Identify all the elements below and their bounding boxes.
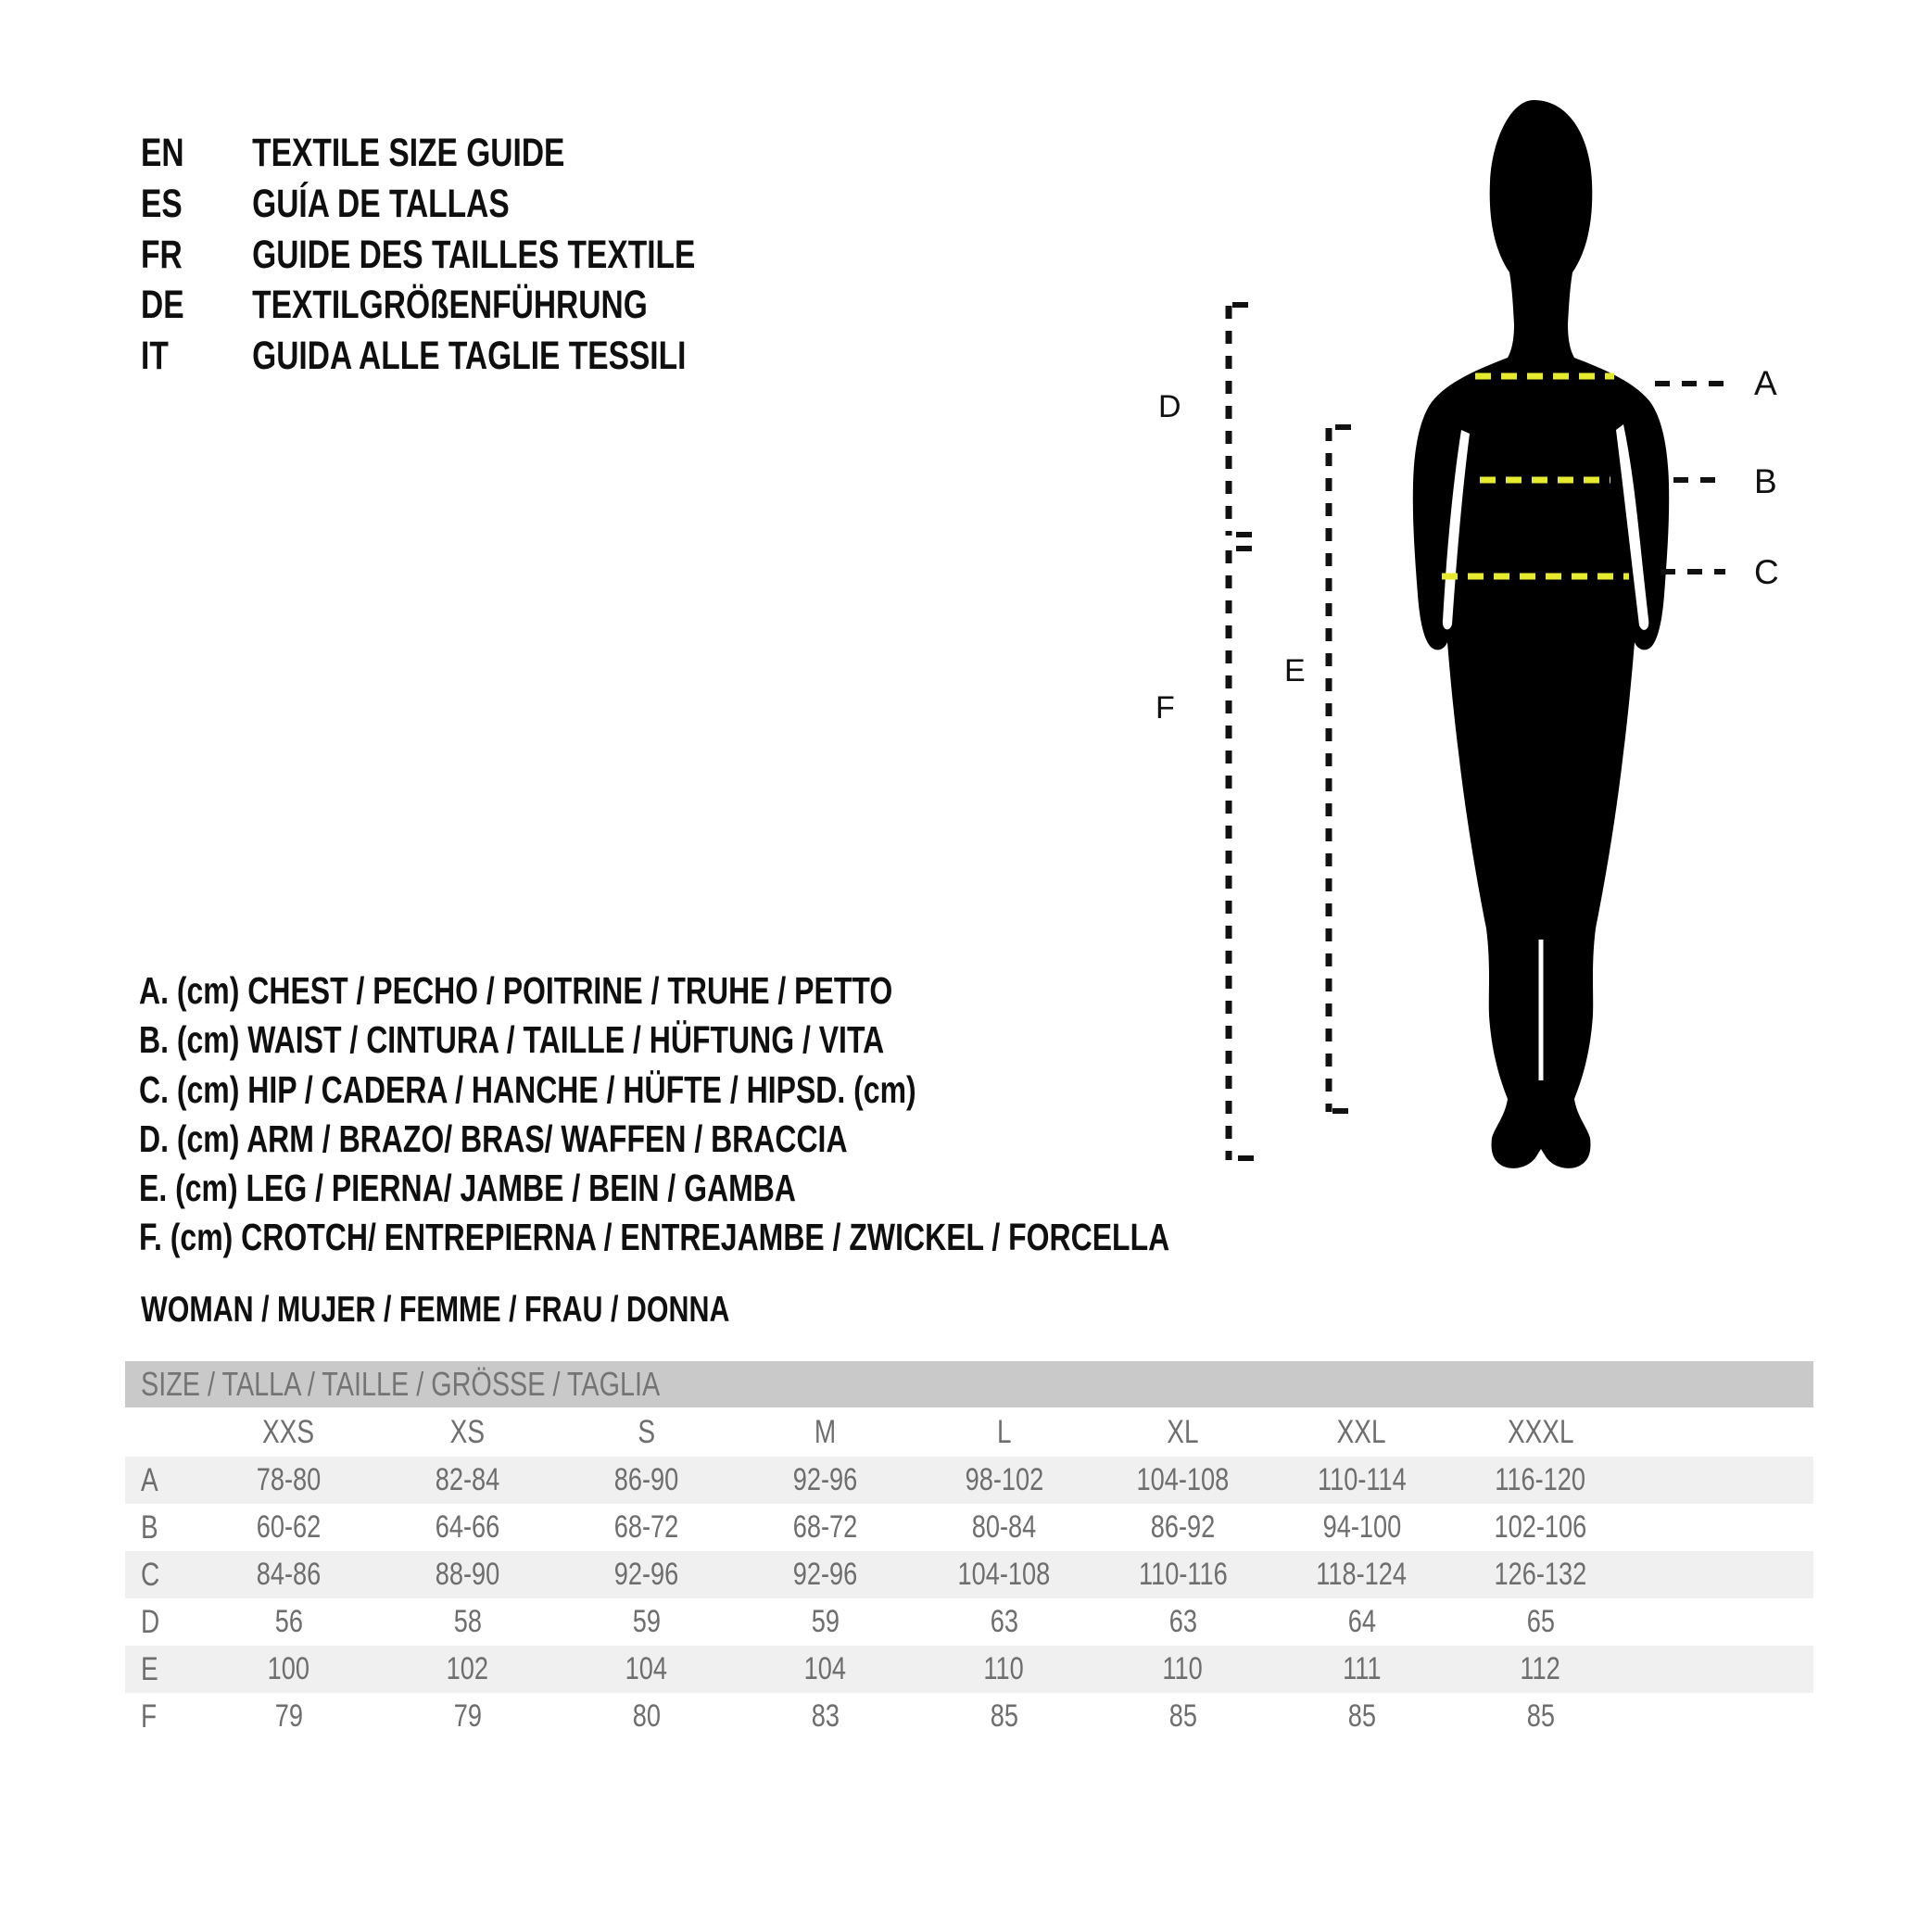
value-cell xyxy=(557,1557,736,1593)
value-cell xyxy=(1272,1557,1451,1593)
label-chest-A: A xyxy=(1754,364,1777,402)
label-leg-E: E xyxy=(1284,653,1306,688)
value-text: 102-106 xyxy=(1494,1509,1587,1545)
value-cell xyxy=(915,1698,1093,1735)
size-column-xxl xyxy=(1272,1414,1451,1451)
value-cell xyxy=(1272,1462,1451,1498)
value-cell xyxy=(1272,1604,1451,1640)
value-cell xyxy=(736,1557,915,1593)
leg-gap xyxy=(1539,940,1544,1080)
size-column-s xyxy=(557,1414,736,1451)
value-cell xyxy=(199,1604,378,1640)
value-cell xyxy=(557,1651,736,1687)
value-cell xyxy=(378,1604,557,1640)
row-label xyxy=(125,1604,199,1641)
guide-title: TEXTILGRÖßENFÜHRUNG xyxy=(252,283,648,328)
value-text: 126-132 xyxy=(1494,1557,1587,1592)
value-cell xyxy=(199,1698,378,1735)
value-cell xyxy=(378,1651,557,1687)
value-text: 56 xyxy=(274,1604,303,1639)
label-crotch-F: F xyxy=(1155,690,1175,726)
value-cell xyxy=(736,1698,915,1735)
value-text: 92-96 xyxy=(792,1557,858,1592)
row-label xyxy=(125,1462,199,1499)
value-cell xyxy=(1451,1462,1630,1498)
size-table-header-label: SIZE / TALLA / TAILLE / GRÖSSE / TAGLIA xyxy=(141,1365,661,1403)
legend-line-d: D. (cm) ARM / BRAZO/ BRAS/ WAFFEN / BRACCIA xyxy=(139,1117,848,1160)
value-cell xyxy=(1093,1509,1272,1546)
leg-bracket-top-tick xyxy=(1335,424,1351,430)
value-text: 86-90 xyxy=(613,1462,679,1497)
value-text: 88-90 xyxy=(435,1557,500,1592)
value-text: 79 xyxy=(274,1698,303,1734)
row-label-text: B xyxy=(141,1508,158,1546)
value-text: 59 xyxy=(811,1604,840,1639)
size-column-xxxl xyxy=(1451,1414,1630,1451)
value-text: 68-72 xyxy=(792,1509,858,1545)
label-arm-D: D xyxy=(1158,389,1181,424)
language-code: FR xyxy=(141,232,183,277)
value-cell xyxy=(915,1604,1093,1640)
value-cell xyxy=(557,1698,736,1735)
guide-title: TEXTILE SIZE GUIDE xyxy=(252,131,565,175)
value-text: 82-84 xyxy=(435,1462,500,1497)
value-text: 80-84 xyxy=(971,1509,1037,1545)
arm-bracket-top-tick xyxy=(1232,302,1248,308)
row-label-text: F xyxy=(141,1698,158,1735)
table-row-a xyxy=(125,1457,1813,1504)
size-column-label: S xyxy=(638,1413,655,1450)
value-text: 110 xyxy=(1162,1651,1204,1686)
value-text: 78-80 xyxy=(256,1462,322,1497)
value-text: 110-116 xyxy=(1138,1557,1228,1592)
value-cell xyxy=(199,1462,378,1498)
row-label xyxy=(125,1698,199,1735)
value-cell xyxy=(1272,1698,1451,1735)
value-cell xyxy=(915,1509,1093,1546)
size-column-label: XL xyxy=(1167,1413,1199,1450)
label-waist-B: B xyxy=(1754,462,1777,500)
value-cell xyxy=(1451,1509,1630,1546)
value-text: 85 xyxy=(1347,1698,1376,1734)
value-text: 79 xyxy=(453,1698,482,1734)
value-cell xyxy=(915,1557,1093,1593)
value-text: 85 xyxy=(1526,1698,1555,1734)
value-text: 80 xyxy=(632,1698,661,1734)
language-code: IT xyxy=(141,334,169,379)
row-label-text: E xyxy=(141,1650,158,1687)
size-column-label: L xyxy=(996,1413,1012,1450)
size-column-label: XS xyxy=(449,1413,486,1450)
value-text: 64-66 xyxy=(435,1509,500,1545)
value-text: 86-92 xyxy=(1150,1509,1216,1545)
legend-line-e: E. (cm) LEG / PIERNA/ JAMBE / BEIN / GAMBA xyxy=(139,1167,796,1210)
row-label-text: D xyxy=(141,1603,160,1640)
value-cell xyxy=(915,1651,1093,1687)
audience-heading: WOMAN / MUJER / FEMME / FRAU / DONNA xyxy=(141,1290,730,1330)
value-text: 110 xyxy=(983,1651,1025,1686)
legend-line-f: F. (cm) CROTCH/ ENTREPIERNA / ENTREJAMBE / ZWICKEL / FORCELLA xyxy=(139,1216,1170,1259)
value-text: 59 xyxy=(632,1604,661,1639)
value-cell xyxy=(1093,1651,1272,1687)
guide-title: GUÍA DE TALLAS xyxy=(252,181,510,226)
value-cell xyxy=(378,1462,557,1498)
size-column-m xyxy=(736,1414,915,1451)
value-text: 100 xyxy=(267,1651,310,1686)
value-cell xyxy=(1451,1698,1630,1735)
row-label xyxy=(125,1557,199,1594)
size-table xyxy=(125,1361,1813,1740)
guide-title: GUIDE DES TAILLES TEXTILE xyxy=(252,232,696,277)
row-label-text: C xyxy=(141,1556,160,1593)
size-column-label: XXL xyxy=(1337,1413,1386,1450)
value-text: 63 xyxy=(990,1604,1018,1639)
size-column-label: XXS xyxy=(262,1413,315,1450)
value-cell xyxy=(736,1651,915,1687)
value-text: 92-96 xyxy=(792,1462,858,1497)
table-row-d xyxy=(125,1598,1813,1646)
label-hip-C: C xyxy=(1754,553,1779,591)
value-cell xyxy=(1093,1604,1272,1640)
value-cell xyxy=(1451,1604,1630,1640)
value-cell xyxy=(1272,1509,1451,1546)
language-code: EN xyxy=(141,131,184,175)
value-text: 118-124 xyxy=(1316,1557,1408,1592)
value-cell xyxy=(199,1509,378,1546)
size-column-xxs xyxy=(199,1414,378,1451)
language-code: ES xyxy=(141,181,183,226)
value-text: 85 xyxy=(990,1698,1018,1734)
size-column-label: XXXL xyxy=(1507,1413,1574,1450)
value-text: 68-72 xyxy=(613,1509,679,1545)
value-text: 116-120 xyxy=(1495,1462,1586,1497)
value-text: 111 xyxy=(1342,1651,1382,1686)
legend-line-a: A. (cm) CHEST / PECHO / POITRINE / TRUHE / PETTO xyxy=(139,969,893,1012)
legend-line-c: C. (cm) HIP / CADERA / HANCHE / HÜFTE / HIPSD. (cm) xyxy=(139,1067,916,1111)
measurement-legend xyxy=(139,969,1460,1266)
value-text: 58 xyxy=(453,1604,482,1639)
size-column-xl xyxy=(1093,1414,1272,1451)
value-text: 94-100 xyxy=(1322,1509,1401,1545)
value-text: 98-102 xyxy=(965,1462,1043,1497)
size-column-label: M xyxy=(814,1413,837,1450)
value-cell xyxy=(736,1462,915,1498)
value-text: 112 xyxy=(1520,1651,1561,1686)
value-cell xyxy=(378,1698,557,1735)
crotch-bracket-top-tick xyxy=(1236,546,1252,551)
value-text: 110-114 xyxy=(1317,1462,1407,1497)
table-row-b xyxy=(125,1504,1813,1551)
size-table-header-band xyxy=(125,1361,1813,1407)
table-row-c xyxy=(125,1551,1813,1598)
value-text: 60-62 xyxy=(256,1509,322,1545)
value-text: 102 xyxy=(446,1651,489,1686)
value-cell xyxy=(1093,1698,1272,1735)
value-cell xyxy=(736,1509,915,1546)
value-text: 63 xyxy=(1168,1604,1197,1639)
value-text: 65 xyxy=(1526,1604,1555,1639)
size-column-l xyxy=(915,1414,1093,1451)
value-cell xyxy=(557,1462,736,1498)
value-text: 104 xyxy=(803,1651,847,1686)
table-row-e xyxy=(125,1646,1813,1693)
row-label-text: A xyxy=(141,1461,158,1498)
value-cell xyxy=(1451,1651,1630,1687)
value-text: 85 xyxy=(1168,1698,1197,1734)
value-text: 104-108 xyxy=(1136,1462,1230,1497)
value-cell xyxy=(1451,1557,1630,1593)
language-code: DE xyxy=(141,283,184,328)
value-cell xyxy=(557,1509,736,1546)
value-text: 84-86 xyxy=(256,1557,322,1592)
value-text: 92-96 xyxy=(613,1557,679,1592)
value-cell xyxy=(736,1604,915,1640)
value-cell xyxy=(378,1509,557,1546)
value-cell xyxy=(915,1462,1093,1498)
size-column-xs xyxy=(378,1414,557,1451)
value-cell xyxy=(1093,1557,1272,1593)
value-cell xyxy=(1272,1651,1451,1687)
legend-line-b: B. (cm) WAIST / CINTURA / TAILLE / HÜFTUNG / VITA xyxy=(139,1018,885,1062)
value-cell xyxy=(199,1651,378,1687)
value-cell xyxy=(199,1557,378,1593)
arm-bracket-bottom-tick xyxy=(1236,532,1252,537)
row-label xyxy=(125,1509,199,1546)
value-cell xyxy=(557,1604,736,1640)
table-row-f xyxy=(125,1693,1813,1740)
value-cell xyxy=(378,1557,557,1593)
row-label xyxy=(125,1651,199,1688)
size-columns-row xyxy=(125,1407,1813,1457)
value-text: 83 xyxy=(811,1698,840,1734)
value-text: 64 xyxy=(1347,1604,1376,1639)
guide-title: GUIDA ALLE TAGLIE TESSILI xyxy=(252,334,687,379)
value-cell xyxy=(1093,1462,1272,1498)
value-text: 104 xyxy=(625,1651,668,1686)
value-text: 104-108 xyxy=(957,1557,1051,1592)
